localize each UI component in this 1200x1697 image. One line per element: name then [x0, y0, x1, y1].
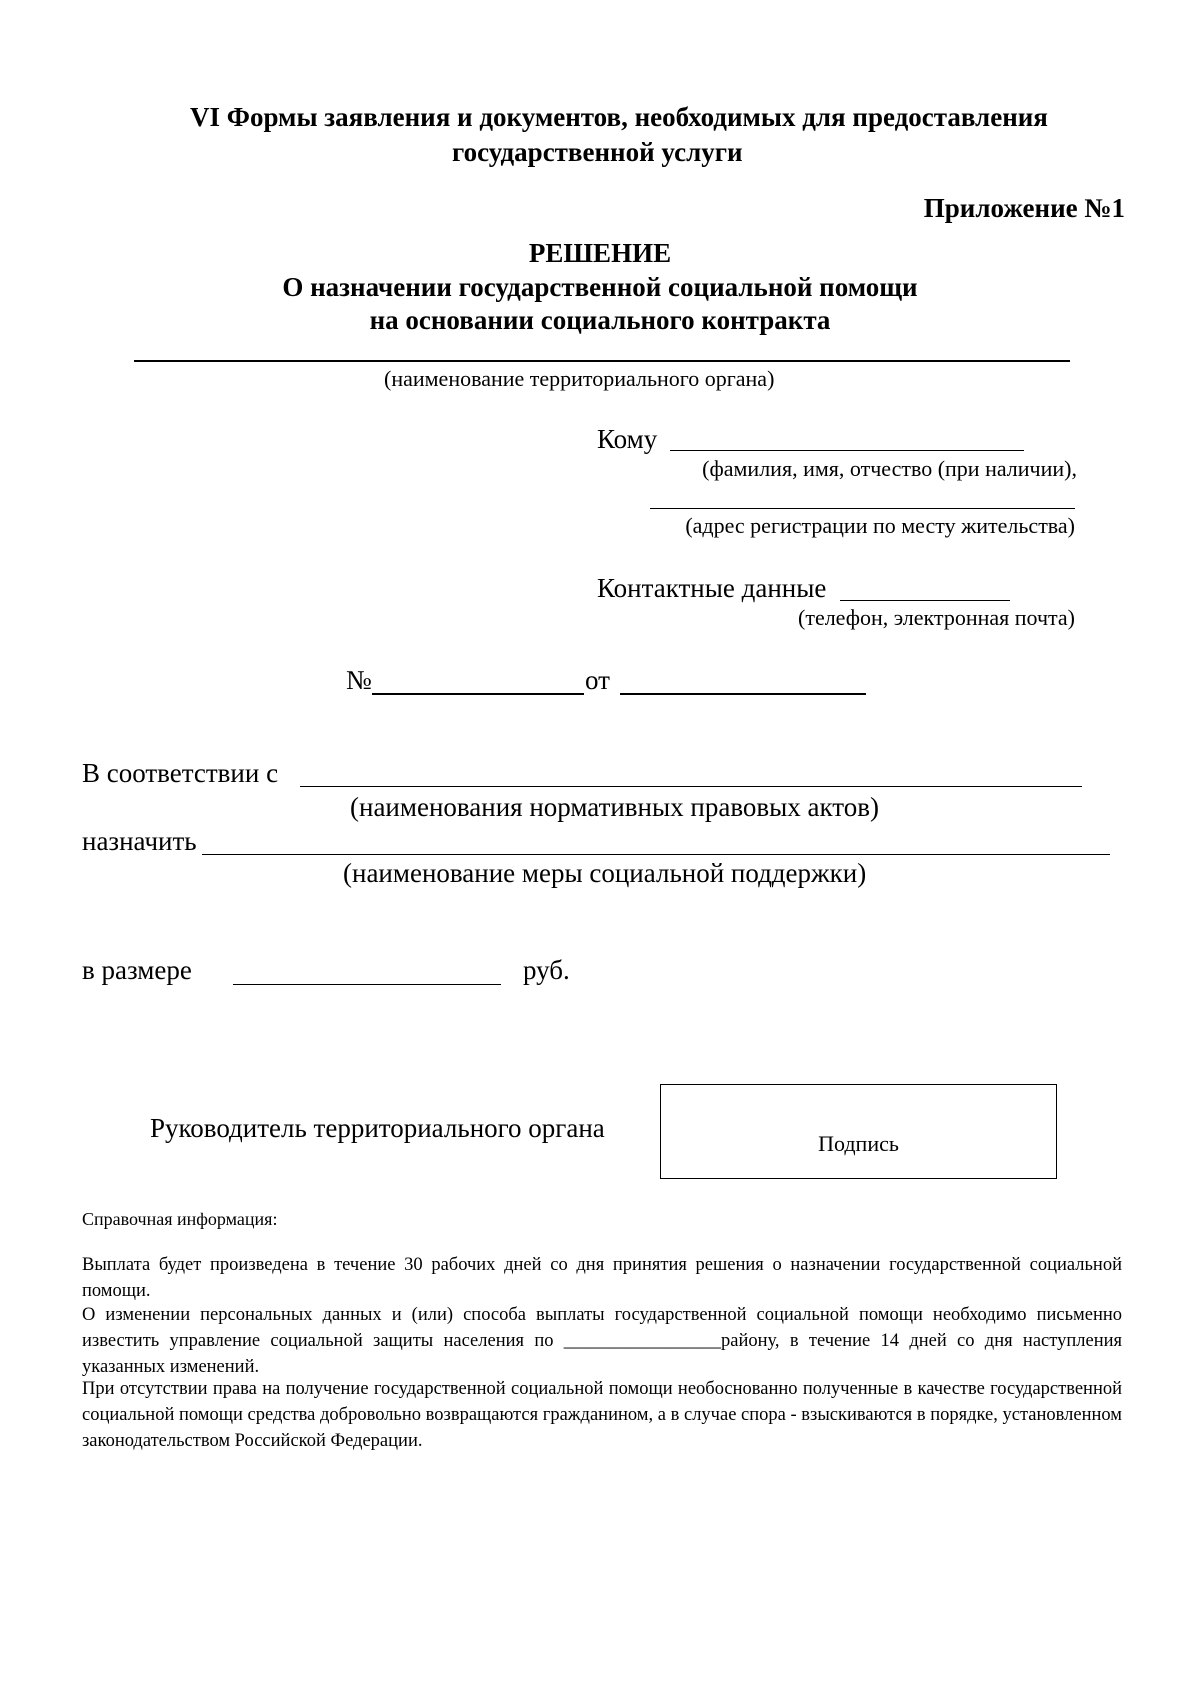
reference-paragraph-2: О изменении персональных данных и (или) способа выплаты государственной социальной помощи необходимо письменно известить управление социальной защиты населения по _________________району, в течение 14 дней со дня наступления указанных изменений. — [82, 1305, 1122, 1377]
decision-subject-line2: на основании социального контракта — [369, 305, 831, 335]
head-of-body-label: Руководитель территориального органа — [150, 1113, 605, 1143]
reference-title: Справочная информация: — [82, 1209, 278, 1229]
section-title-line1: VI Формы заявления и документов, необходимых для предоставления — [190, 102, 1048, 132]
reference-paragraph-3: При отсутствии права на получение государственной социальной помощи необоснованно полученные в качестве государственной социальной помощи средства добровольно возвращаются гражданином, а в случае спора - взыскиваются в порядке, установленном законодательством Российской Федерации. — [82, 1379, 1122, 1451]
currency-label: руб. — [523, 955, 570, 985]
legal-acts-caption: (наименования нормативных правовых актов) — [350, 792, 879, 822]
recipient-name-field[interactable] — [670, 450, 1024, 451]
assign-label: назначить — [82, 826, 197, 856]
amount-label: в размере — [82, 955, 192, 985]
recipient-address-field[interactable] — [650, 508, 1075, 509]
amount-field[interactable] — [233, 984, 501, 985]
support-measure-field[interactable] — [202, 854, 1110, 855]
contacts-label: Контактные данные — [597, 573, 827, 603]
date-field[interactable] — [620, 693, 866, 695]
recipient-address-caption: (адрес регистрации по месту жительства) — [685, 513, 1075, 538]
contacts-caption: (телефон, электронная почта) — [798, 605, 1075, 630]
according-label: В соответствии с — [82, 758, 279, 788]
territorial-body-field[interactable] — [134, 360, 1070, 362]
number-field[interactable] — [372, 693, 584, 695]
from-label: от — [585, 665, 610, 695]
territorial-body-caption: (наименование территориального органа) — [384, 366, 775, 391]
section-title-line2: государственной услуги — [452, 137, 743, 167]
decision-subject-line1: О назначении государственной социальной помощи — [282, 272, 918, 302]
number-label: № — [346, 665, 372, 695]
signature-box-label: Подпись — [818, 1131, 899, 1156]
decision-heading: РЕШЕНИЕ — [528, 238, 672, 268]
reference-paragraph-1: Выплата будет произведена в течение 30 рабочих дней со дня принятия решения о назначении государственной социальной помощи. — [82, 1255, 1122, 1301]
contacts-field[interactable] — [840, 600, 1010, 601]
recipient-name-caption: (фамилия, имя, отчество (при наличии), — [702, 456, 1077, 481]
legal-acts-field[interactable] — [300, 786, 1082, 787]
appendix-label: Приложение №1 — [923, 193, 1125, 223]
signature-box[interactable] — [660, 1084, 1057, 1179]
to-label: Кому — [597, 424, 658, 454]
support-measure-caption: (наименование меры социальной поддержки) — [343, 858, 867, 888]
